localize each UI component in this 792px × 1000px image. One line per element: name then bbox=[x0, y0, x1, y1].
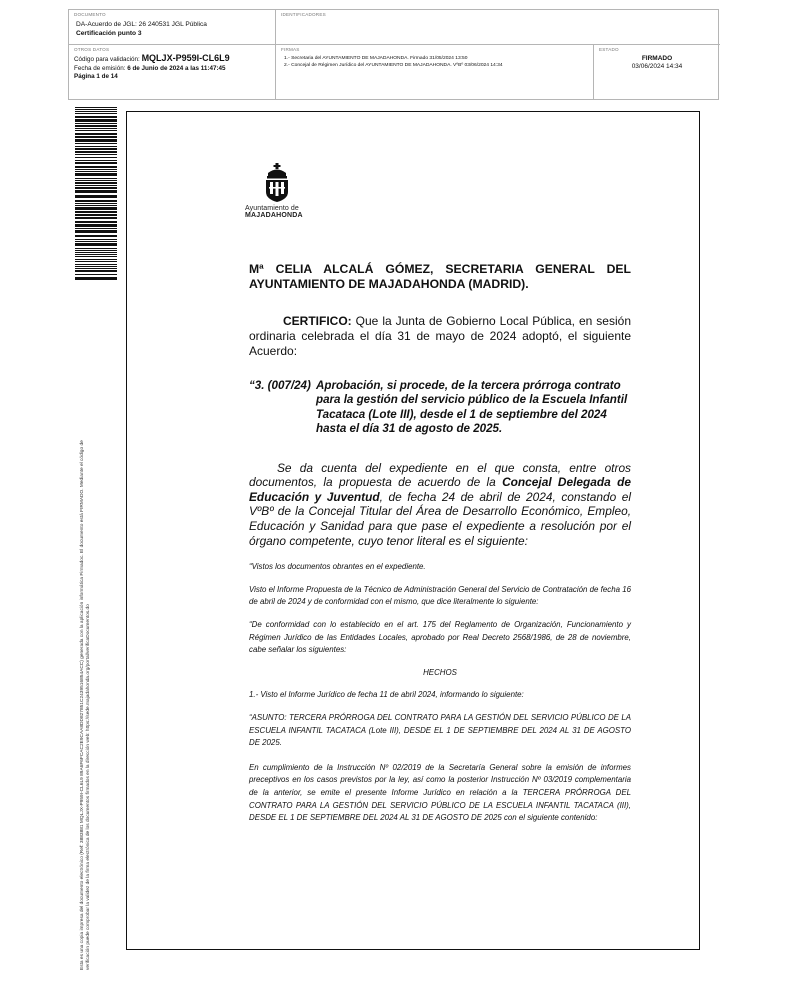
barcode-bar bbox=[75, 173, 117, 176]
vistos-paragraph: “Vistos los documentos obrantes en el expediente. bbox=[249, 562, 426, 572]
instruccion-paragraph: En cumplimiento de la Instrucción Nº 02/2019 de la Secretaría General sobre la emisión de informes preceptivos en los casos previstos por la ley, así como la posterior Instrucción Nº 03/2019 complementaria de la anterior, se emite el presente Informe Jurídico en relación a la TERCERA PRÓRROGA DEL CONTRATO PARA LA GESTIÓN DEL SERVICIO PÚBLICO DE LA ESCUELA INFANTIL TACATACA (III), DESDE EL 1 DE SEPTIEMBRE DEL 2024 AL 31 DE AGOSTO DE 2025 con el siguiente contenido: bbox=[249, 762, 631, 823]
barcode-bar bbox=[75, 250, 117, 251]
estado-date: 03/06/2024 14:34 bbox=[631, 63, 683, 70]
estado-cell bbox=[594, 45, 720, 100]
side-text-line-2: verificación puede comprobar la validez de la firma electrónica de los documentos firmados en la dirección web: https://sede.majadahonda.org/portal/verificaDocumentos.do bbox=[86, 604, 92, 970]
barcode-bar bbox=[75, 123, 117, 124]
logo-line-1: Ayuntamiento de bbox=[245, 205, 299, 212]
barcode-bar bbox=[75, 143, 117, 144]
expediente-text-a: Se da cuenta del expediente en el que consta, entre otros documentos, la propuesta de acuerdo de la bbox=[249, 460, 631, 490]
crest-icon bbox=[262, 163, 292, 203]
barcode-bar bbox=[75, 116, 117, 118]
emision-value: 6 de Junio de 2024 a las 11:47:45 bbox=[127, 64, 226, 72]
barcode-bar bbox=[75, 224, 117, 227]
barcode-bar bbox=[75, 268, 117, 269]
otros-datos-cell bbox=[69, 45, 276, 100]
firmas-cell bbox=[276, 45, 594, 100]
barcode-bar bbox=[75, 182, 117, 184]
expediente-concejal: Concejal Delegada de Educación y Juventud bbox=[249, 475, 631, 504]
documento-value bbox=[74, 21, 270, 38]
barcode-bar bbox=[75, 180, 117, 181]
barcode-bar bbox=[75, 261, 117, 262]
barcode-icon bbox=[75, 107, 117, 280]
barcode-bar bbox=[75, 274, 117, 275]
barcode-bar bbox=[75, 190, 117, 193]
barcode-bar bbox=[75, 160, 117, 161]
estado-value: FIRMADO bbox=[641, 55, 673, 62]
documento-name: DA-Acuerdo de JGL: 26 240531 JGL Pública bbox=[76, 21, 207, 28]
header-table bbox=[68, 9, 719, 100]
barcode-bar bbox=[75, 169, 117, 170]
identificadores-label: IDENTIFICADORES bbox=[281, 12, 326, 17]
documento-subtitle: Certificación punto 3 bbox=[76, 29, 142, 37]
barcode-bar bbox=[75, 195, 117, 198]
barcode-bar bbox=[75, 230, 117, 233]
barcode-bar bbox=[75, 107, 117, 108]
validacion-code: MQLJX-P959I-CL6L9 bbox=[141, 53, 230, 63]
barcode-bar bbox=[75, 256, 117, 257]
barcode-bar bbox=[75, 133, 117, 135]
verification-side-text bbox=[80, 302, 93, 970]
conformidad-paragraph: “De conformidad con lo establecido en el art. 175 del Reglamento de Organización, Funcionamiento y Régimen Jurídico de las Entidades Locales, aprobado por Real Decreto 2568/1986, de 28 de noviembre, cabe señalar los siguientes: bbox=[249, 619, 631, 655]
barcode-bar bbox=[75, 214, 117, 216]
barcode-bar bbox=[75, 270, 117, 272]
identificadores-cell bbox=[276, 10, 720, 45]
document-heading: Mª CELIA ALCALÁ GÓMEZ, SECRETARIA GENERAL DEL AYUNTAMIENTO DE MAJADAHONDA (MADRID). bbox=[249, 262, 631, 291]
barcode-bar bbox=[75, 166, 117, 168]
informe-propuesta-paragraph: Visto el Informe Propuesta de la Técnico de Administración General del Servicio de Contratación de fecha 16 de abril de 2024 y de conformidad con el mismo, que dice literalmente lo siguiente: bbox=[249, 584, 631, 607]
barcode-bar bbox=[75, 148, 117, 150]
certifico-paragraph bbox=[249, 314, 631, 359]
barcode-bar bbox=[75, 239, 117, 240]
barcode-bar bbox=[75, 277, 117, 280]
barcode-bar bbox=[75, 109, 117, 110]
barcode-bar bbox=[75, 211, 117, 213]
barcode-bar bbox=[75, 217, 117, 219]
firmas-list bbox=[281, 55, 588, 69]
certifico-label: CERTIFICO: bbox=[283, 314, 352, 328]
asunto-paragraph: “ASUNTO: TERCERA PRÓRROGA DEL CONTRATO PARA LA GESTIÓN DEL SERVICIO PÚBLICO DE LA ESCUELA INFANTIL TACATACA (Lote III), DESDE EL 1 DE SEPTIEMBRE DEL 2024 AL 31 DE AGOSTO DE 2025. bbox=[249, 712, 631, 748]
barcode-bar bbox=[75, 154, 117, 155]
estado-label: ESTADO bbox=[599, 47, 619, 52]
barcode-bar bbox=[75, 130, 117, 131]
ayuntamiento-logo bbox=[245, 163, 315, 219]
expediente-paragraph bbox=[249, 461, 631, 549]
barcode-bar bbox=[75, 157, 117, 158]
barcode-bar bbox=[75, 187, 117, 189]
barcode-bar bbox=[75, 185, 117, 186]
barcode-bar bbox=[75, 203, 117, 204]
barcode-bar bbox=[75, 136, 117, 138]
emision-label: Fecha de emisión: bbox=[74, 64, 126, 72]
expediente-text-b: , de fecha 24 de abril de 2024, constando el VºBº de la Concejal Titular del Área de Desarrollo Económico, Empleo, Educación y Sanidad para que pase el expediente a resolución por el órgano competente, cuyo tenor literal es el siguiente: bbox=[249, 489, 631, 548]
barcode-bar bbox=[75, 259, 117, 260]
barcode-bar bbox=[75, 162, 117, 164]
barcode-bar bbox=[75, 128, 117, 129]
hechos-heading: HECHOS bbox=[423, 667, 457, 677]
logo-line-2: MAJADAHONDA bbox=[245, 212, 303, 219]
barcode-bar bbox=[75, 139, 117, 142]
firma-item: 1.- Secretaria del AYUNTAMIENTO DE MAJADAHONDA. Firmado 31/05/2024 13:50 bbox=[284, 56, 468, 61]
barcode-bar bbox=[75, 254, 117, 255]
barcode-bar bbox=[75, 266, 117, 267]
barcode-bar bbox=[75, 119, 117, 122]
barcode-bar bbox=[75, 221, 117, 223]
informe-juridico-paragraph: 1.- Visto el Informe Jurídico de fecha 11 de abril 2024, informando lo siguiente: bbox=[249, 690, 524, 700]
barcode-bar bbox=[75, 207, 117, 210]
barcode-bar bbox=[75, 151, 117, 153]
barcode-bar bbox=[75, 264, 117, 265]
barcode-bar bbox=[75, 171, 117, 172]
certifico-text: Que la Junta de Gobierno Local Pública, en sesión ordinaria celebrada el día 31 de mayo de 2024 adoptó, el siguiente Acuerdo: bbox=[249, 314, 631, 358]
side-text-line-1: Esta es una copia impresa del documento electrónico (Ref: 3883881 MQLJX-P959I-CL6L9 89A6F6FCAC2E9CAA8DD827851C2439516854ACC) generada con la aplicación informática Firmadoc. El documento está FIRMADO. Mediante el código de bbox=[80, 440, 85, 970]
document-body bbox=[249, 262, 631, 825]
validacion-label: Código para validación: bbox=[74, 56, 140, 63]
barcode-bar bbox=[75, 235, 117, 237]
barcode-bar bbox=[75, 228, 117, 229]
firmas-label: FIRMAS bbox=[281, 47, 300, 52]
documento-cell bbox=[69, 10, 276, 45]
barcode-bar bbox=[75, 125, 117, 127]
firma-item: 2.- Concejal de Régimen Jurídico del AYUNTAMIENTO DE MAJADAHONDA. VºBº 03/06/2024 14:34 bbox=[284, 63, 503, 68]
barcode-bar bbox=[75, 252, 117, 253]
otros-datos-values bbox=[74, 54, 270, 82]
otros-datos-label: OTROS DATOS bbox=[74, 47, 110, 52]
barcode-bar bbox=[75, 241, 117, 242]
agenda-title: Aprobación, si procede, de la tercera prórroga contrato para la gestión del servicio público de la Escuela Infantil Tacataca (Lote III), desde el 1 de septiembre del 2024 hasta el día 31 de agosto de 2025. bbox=[316, 379, 628, 436]
barcode-bar bbox=[75, 205, 117, 206]
barcode-bar bbox=[75, 113, 117, 114]
documento-label: DOCUMENTO bbox=[74, 12, 106, 17]
page-count: Página 1 de 14 bbox=[74, 73, 118, 80]
barcode-bar bbox=[75, 111, 117, 112]
barcode-bar bbox=[75, 200, 117, 202]
barcode-bar bbox=[75, 146, 117, 147]
barcode-bar bbox=[75, 178, 117, 179]
agenda-item bbox=[249, 379, 631, 437]
agenda-number: “3. (007/24) bbox=[249, 379, 311, 392]
estado-value-block bbox=[599, 55, 715, 71]
barcode-bar bbox=[75, 248, 117, 249]
barcode-bar bbox=[75, 243, 117, 246]
